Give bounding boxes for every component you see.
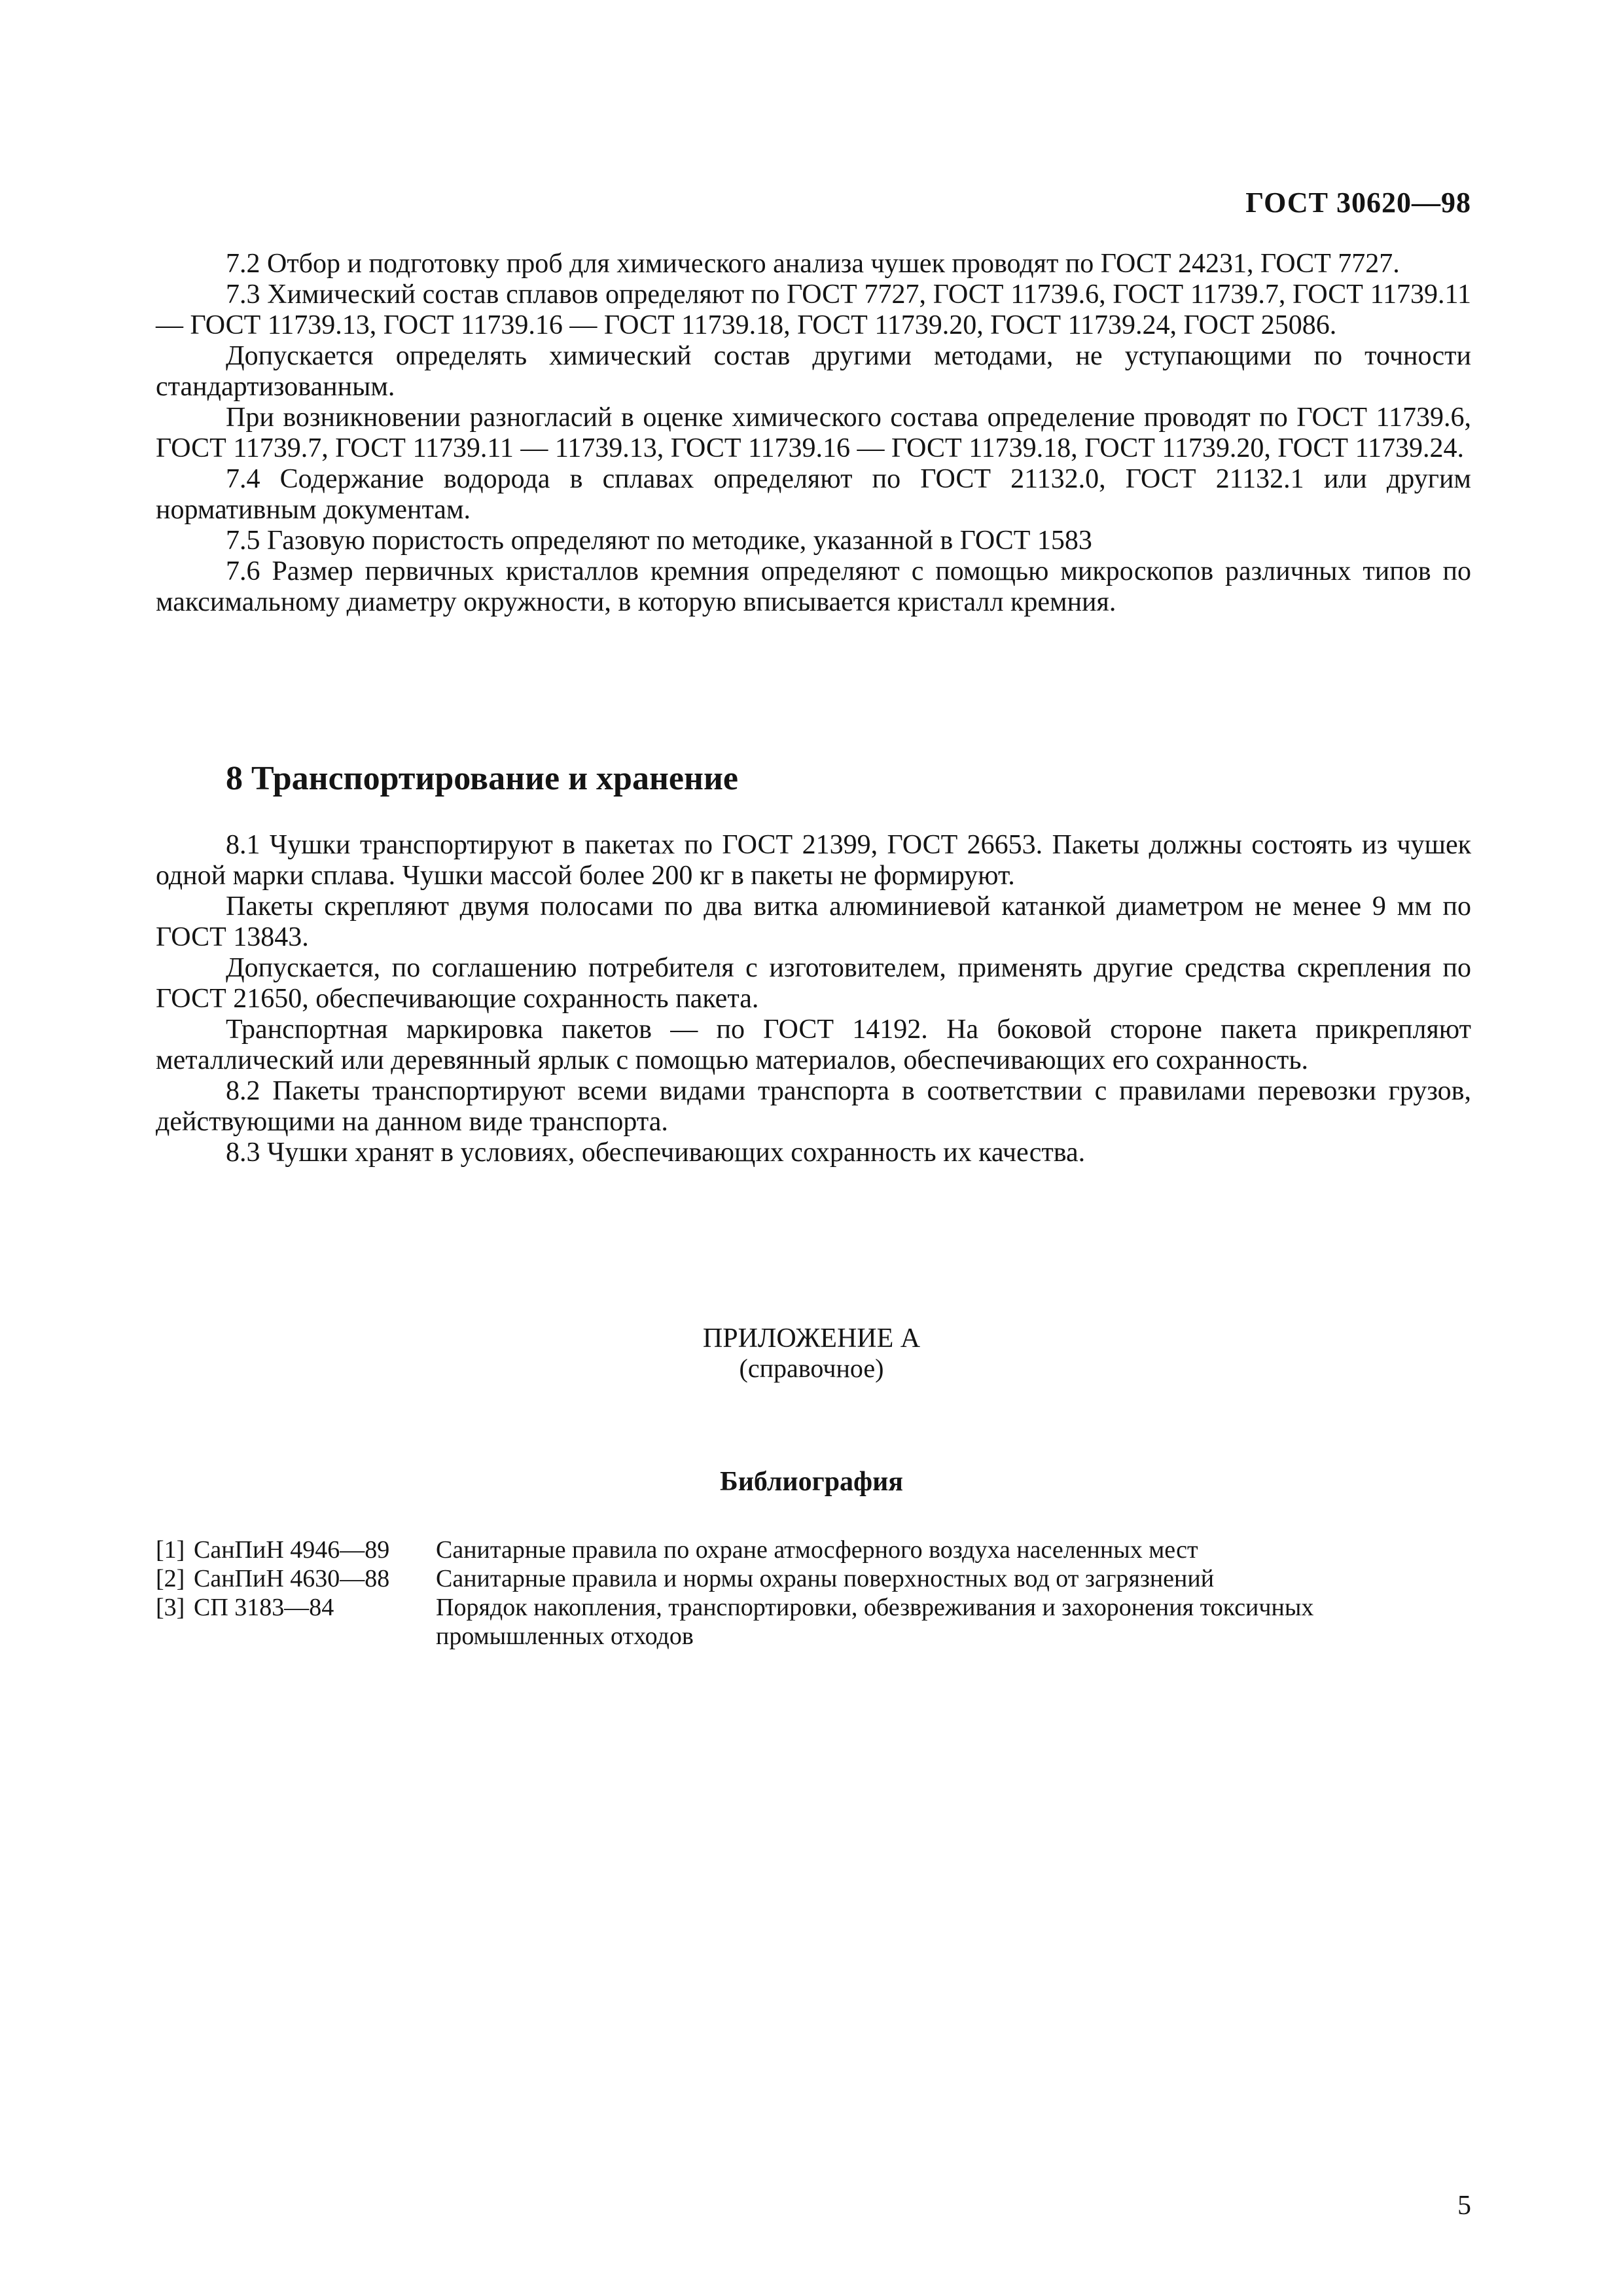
bibliography-number: [3] xyxy=(156,1594,185,1621)
section-7-text xyxy=(156,249,1471,618)
paragraph-7-3-disputes: При возникновении разногласий в оценке химического состава определение проводят по ГОСТ 11739.6, ГОСТ 11739.7, ГОСТ 11739.11 — 11739.13, ГОСТ 11739.16 — ГОСТ 11739.18, ГОСТ 11739.20, ГОСТ 11739.24. xyxy=(156,403,1471,463)
paragraph-8-3: 8.3 Чушки хранят в условиях, обеспечивающих сохранность их качества. xyxy=(226,1138,1086,1168)
bibliography-code: СанПиН 4946—89 xyxy=(194,1536,390,1564)
bibliography-code: СП 3183—84 xyxy=(194,1594,334,1621)
paragraph-8-1: 8.1 Чушки транспортируют в пакетах по ГОСТ 21399, ГОСТ 26653. Пакеты должны состоять из чушек одной марки сплава. Чушки массой более 200 кг в пакеты не формируют. xyxy=(156,830,1471,891)
section-8-text xyxy=(156,830,1471,1168)
appendix-subtitle: (справочное) xyxy=(739,1354,884,1383)
paragraph-7-6: 7.6 Размер первичных кристаллов кремния определяют с помощью микроскопов различных типов по максимальному диаметру окружности, в которую вписывается кристалл кремния. xyxy=(156,556,1471,617)
paragraph-7-3: 7.3 Химический состав сплавов определяют по ГОСТ 7727, ГОСТ 11739.6, ГОСТ 11739.7, ГОСТ 11739.11 — ГОСТ 11739.13, ГОСТ 11739.16 — ГОСТ 11739.18, ГОСТ 11739.20, ГОСТ 11739.24, ГОСТ 25086. xyxy=(156,279,1471,340)
bibliography-title: Санитарные правила по охране атмосферного воздуха населенных мест xyxy=(436,1536,1198,1564)
paragraph-8-1-other-means: Допускается, по соглашению потребителя с изготовителем, применять другие средства скрепления по ГОСТ 21650, обеспечивающие сохранность пакета. xyxy=(156,953,1471,1014)
document-code: ГОСТ 30620—98 xyxy=(1245,187,1471,219)
appendix-title: ПРИЛОЖЕНИЕ А xyxy=(702,1323,921,1354)
bibliography-number: [1] xyxy=(156,1536,185,1564)
section-8-title: 8 Транспортирование и хранение xyxy=(226,760,738,797)
bibliography-entry xyxy=(156,1593,1471,1651)
paragraph-8-1-fastening: Пакеты скрепляют двумя полосами по два витка алюминиевой катанкой диаметром не менее 9 мм по ГОСТ 13843. xyxy=(156,891,1471,952)
page-number: 5 xyxy=(1457,2191,1471,2221)
bibliography-list xyxy=(156,1535,1471,1651)
bibliography-entry xyxy=(156,1564,1471,1593)
bibliography-title: Санитарные правила и нормы охраны поверхностных вод от загрязнений xyxy=(436,1565,1215,1592)
paragraph-7-5: 7.5 Газовую пористость определяют по методике, указанной в ГОСТ 1583 xyxy=(226,526,1092,556)
paragraph-7-2: 7.2 Отбор и подготовку проб для химического анализа чушек проводят по ГОСТ 24231, ГОСТ 7727. xyxy=(226,249,1400,279)
bibliography-number: [2] xyxy=(156,1565,185,1592)
bibliography-heading: Библиография xyxy=(719,1467,904,1497)
paragraph-7-3-alt-methods: Допускается определять химический состав другими методами, не уступающими по точности стандартизованным. xyxy=(156,341,1471,402)
paragraph-8-1-marking: Транспортная маркировка пакетов — по ГОСТ 14192. На боковой стороне пакета прикрепляют металлический или деревянный ярлык с помощью материалов, обеспечивающих его сохранность. xyxy=(156,1014,1471,1075)
bibliography-entry xyxy=(156,1535,1471,1564)
paragraph-8-2: 8.2 Пакеты транспортируют всеми видами транспорта в соответствии с правилами перевозки грузов, действующими на данном виде транспорта. xyxy=(156,1076,1471,1137)
bibliography-title: Порядок накопления, транспортировки, обезвреживания и захоронения токсичных промышленных отходов xyxy=(436,1594,1314,1650)
paragraph-7-4: 7.4 Содержание водорода в сплавах определяют по ГОСТ 21132.0, ГОСТ 21132.1 или другим нормативным документам. xyxy=(156,464,1471,525)
bibliography-code: СанПиН 4630—88 xyxy=(194,1565,390,1592)
